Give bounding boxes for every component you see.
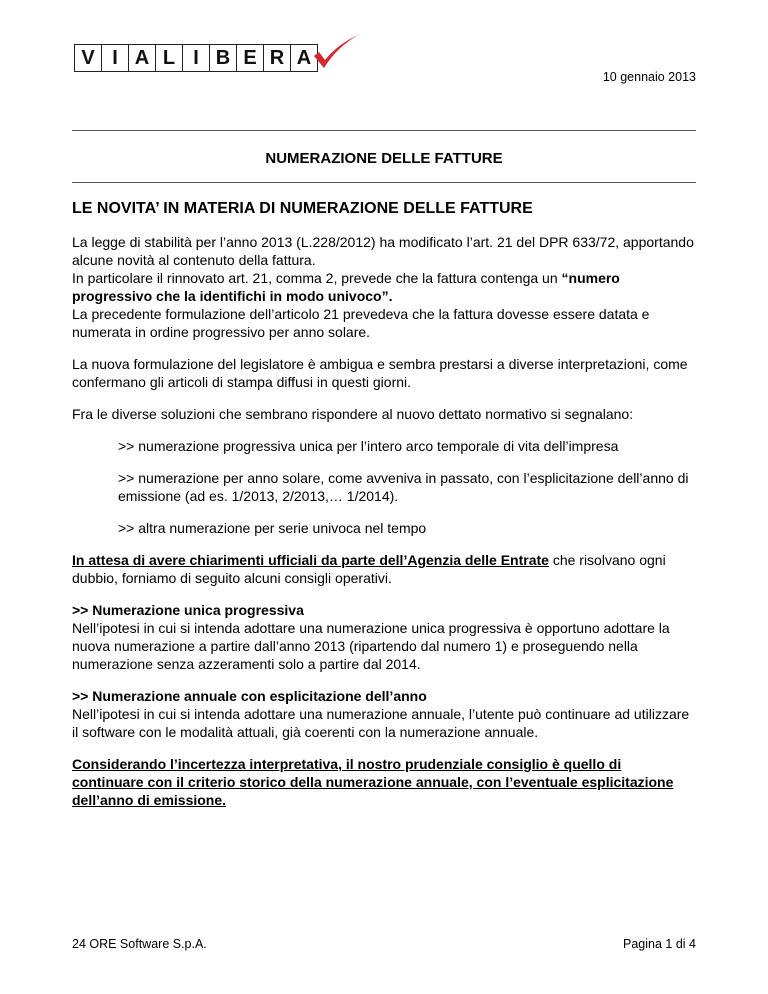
top-divider (72, 130, 696, 131)
text: che risolvano ogni dubbio, forniamo di seguito alcuni consigli operativi. (72, 552, 666, 586)
logo-letter: R (264, 45, 291, 71)
text: In particolare il rinnovato art. 21, comma 2, prevede che la fattura contenga un (72, 270, 562, 286)
paragraph (72, 551, 696, 587)
conclusion-text: Considerando l’incertezza interpretativa, il nostro prudenziale consiglio è quello di continuare con il criterio storico della numerazione annuale, con l’eventuale esplicitazione dell’anno di emissione. (72, 756, 674, 808)
document-date: 10 gennaio 2013 (602, 70, 696, 84)
footer-page-number: Pagina 1 di 4 (623, 937, 696, 951)
logo-letter: V (75, 45, 102, 71)
list-item: >> numerazione per anno solare, come avveniva in passato, con l’esplicitazione dell’anno di emissione (ad es. 1/2013, 2/2013,… 1/2014). (118, 470, 689, 504)
document-body (72, 233, 696, 809)
list-item: >> altra numerazione per serie univoca nel tempo (118, 520, 427, 536)
logo-letter: I (183, 45, 210, 71)
text: La legge di stabilità per l’anno 2013 (L.228/2012) ha modificato l’art. 21 del DPR 633/72, apportando alcune novità al contenuto della fattura. (72, 234, 694, 268)
subsection-heading: >> Numerazione annuale con esplicitazione dell’anno (72, 688, 427, 704)
conclusion (72, 755, 696, 809)
subsection (72, 687, 696, 741)
logo-letters (74, 44, 318, 72)
logo-letter: A (296, 46, 312, 69)
logo-letter: I (102, 45, 129, 71)
logo-letter: A (129, 45, 156, 71)
text: Nell’ipotesi in cui si intenda adottare una numerazione unica progressiva è opportuno adottare la nuova numerazione a partire dall’anno 2013 (ripartendo dal numero 1) e proseguendo nella numerazione senza azzeramenti solo a partire dal 2014. (72, 620, 670, 672)
logo-letter: B (210, 45, 237, 71)
paragraph: Fra le diverse soluzioni che sembrano rispondere al nuovo dettato normativo si segnalano: (72, 406, 634, 422)
subsection-heading: >> Numerazione unica progressiva (72, 602, 304, 618)
intro-paragraph (72, 233, 696, 341)
highlighted-text: In attesa di avere chiarimenti ufficiali da parte dell’Agenzia delle Entrate (72, 552, 549, 568)
section-title: LE NOVITA’ IN MATERIA DI NUMERAZIONE DELLE FATTURE (72, 200, 533, 217)
logo-letter: E (237, 45, 264, 71)
text: La precedente formulazione dell’articolo 21 prevedeva che la fattura dovesse essere datata e numerata in ordine progressivo per anno solare. (72, 306, 650, 340)
list-item: >> numerazione progressiva unica per l’intero arco temporale di vita dell’impresa (118, 438, 619, 454)
quoted-requirement: “numero progressivo che la identifichi in modo univoco”. (72, 270, 620, 304)
text: Nell’ipotesi in cui si intenda adottare una numerazione annuale, l’utente può continuare ad utilizzare il software con le modalità attuali, già coerenti con la numerazione annuale. (72, 706, 690, 740)
logo (74, 44, 318, 72)
footer-company: 24 ORE Software S.p.A. (72, 937, 207, 951)
title-divider (72, 182, 696, 183)
paragraph: La nuova formulazione del legislatore è ambigua e sembra prestarsi a diverse interpretazioni, come confermano gli articoli di stampa diffusi in questi giorni. (72, 356, 688, 390)
logo-letter: L (156, 45, 183, 71)
check-mark-icon (310, 32, 362, 76)
subsection (72, 601, 696, 673)
document-title: NUMERAZIONE DELLE FATTURE (265, 150, 503, 167)
